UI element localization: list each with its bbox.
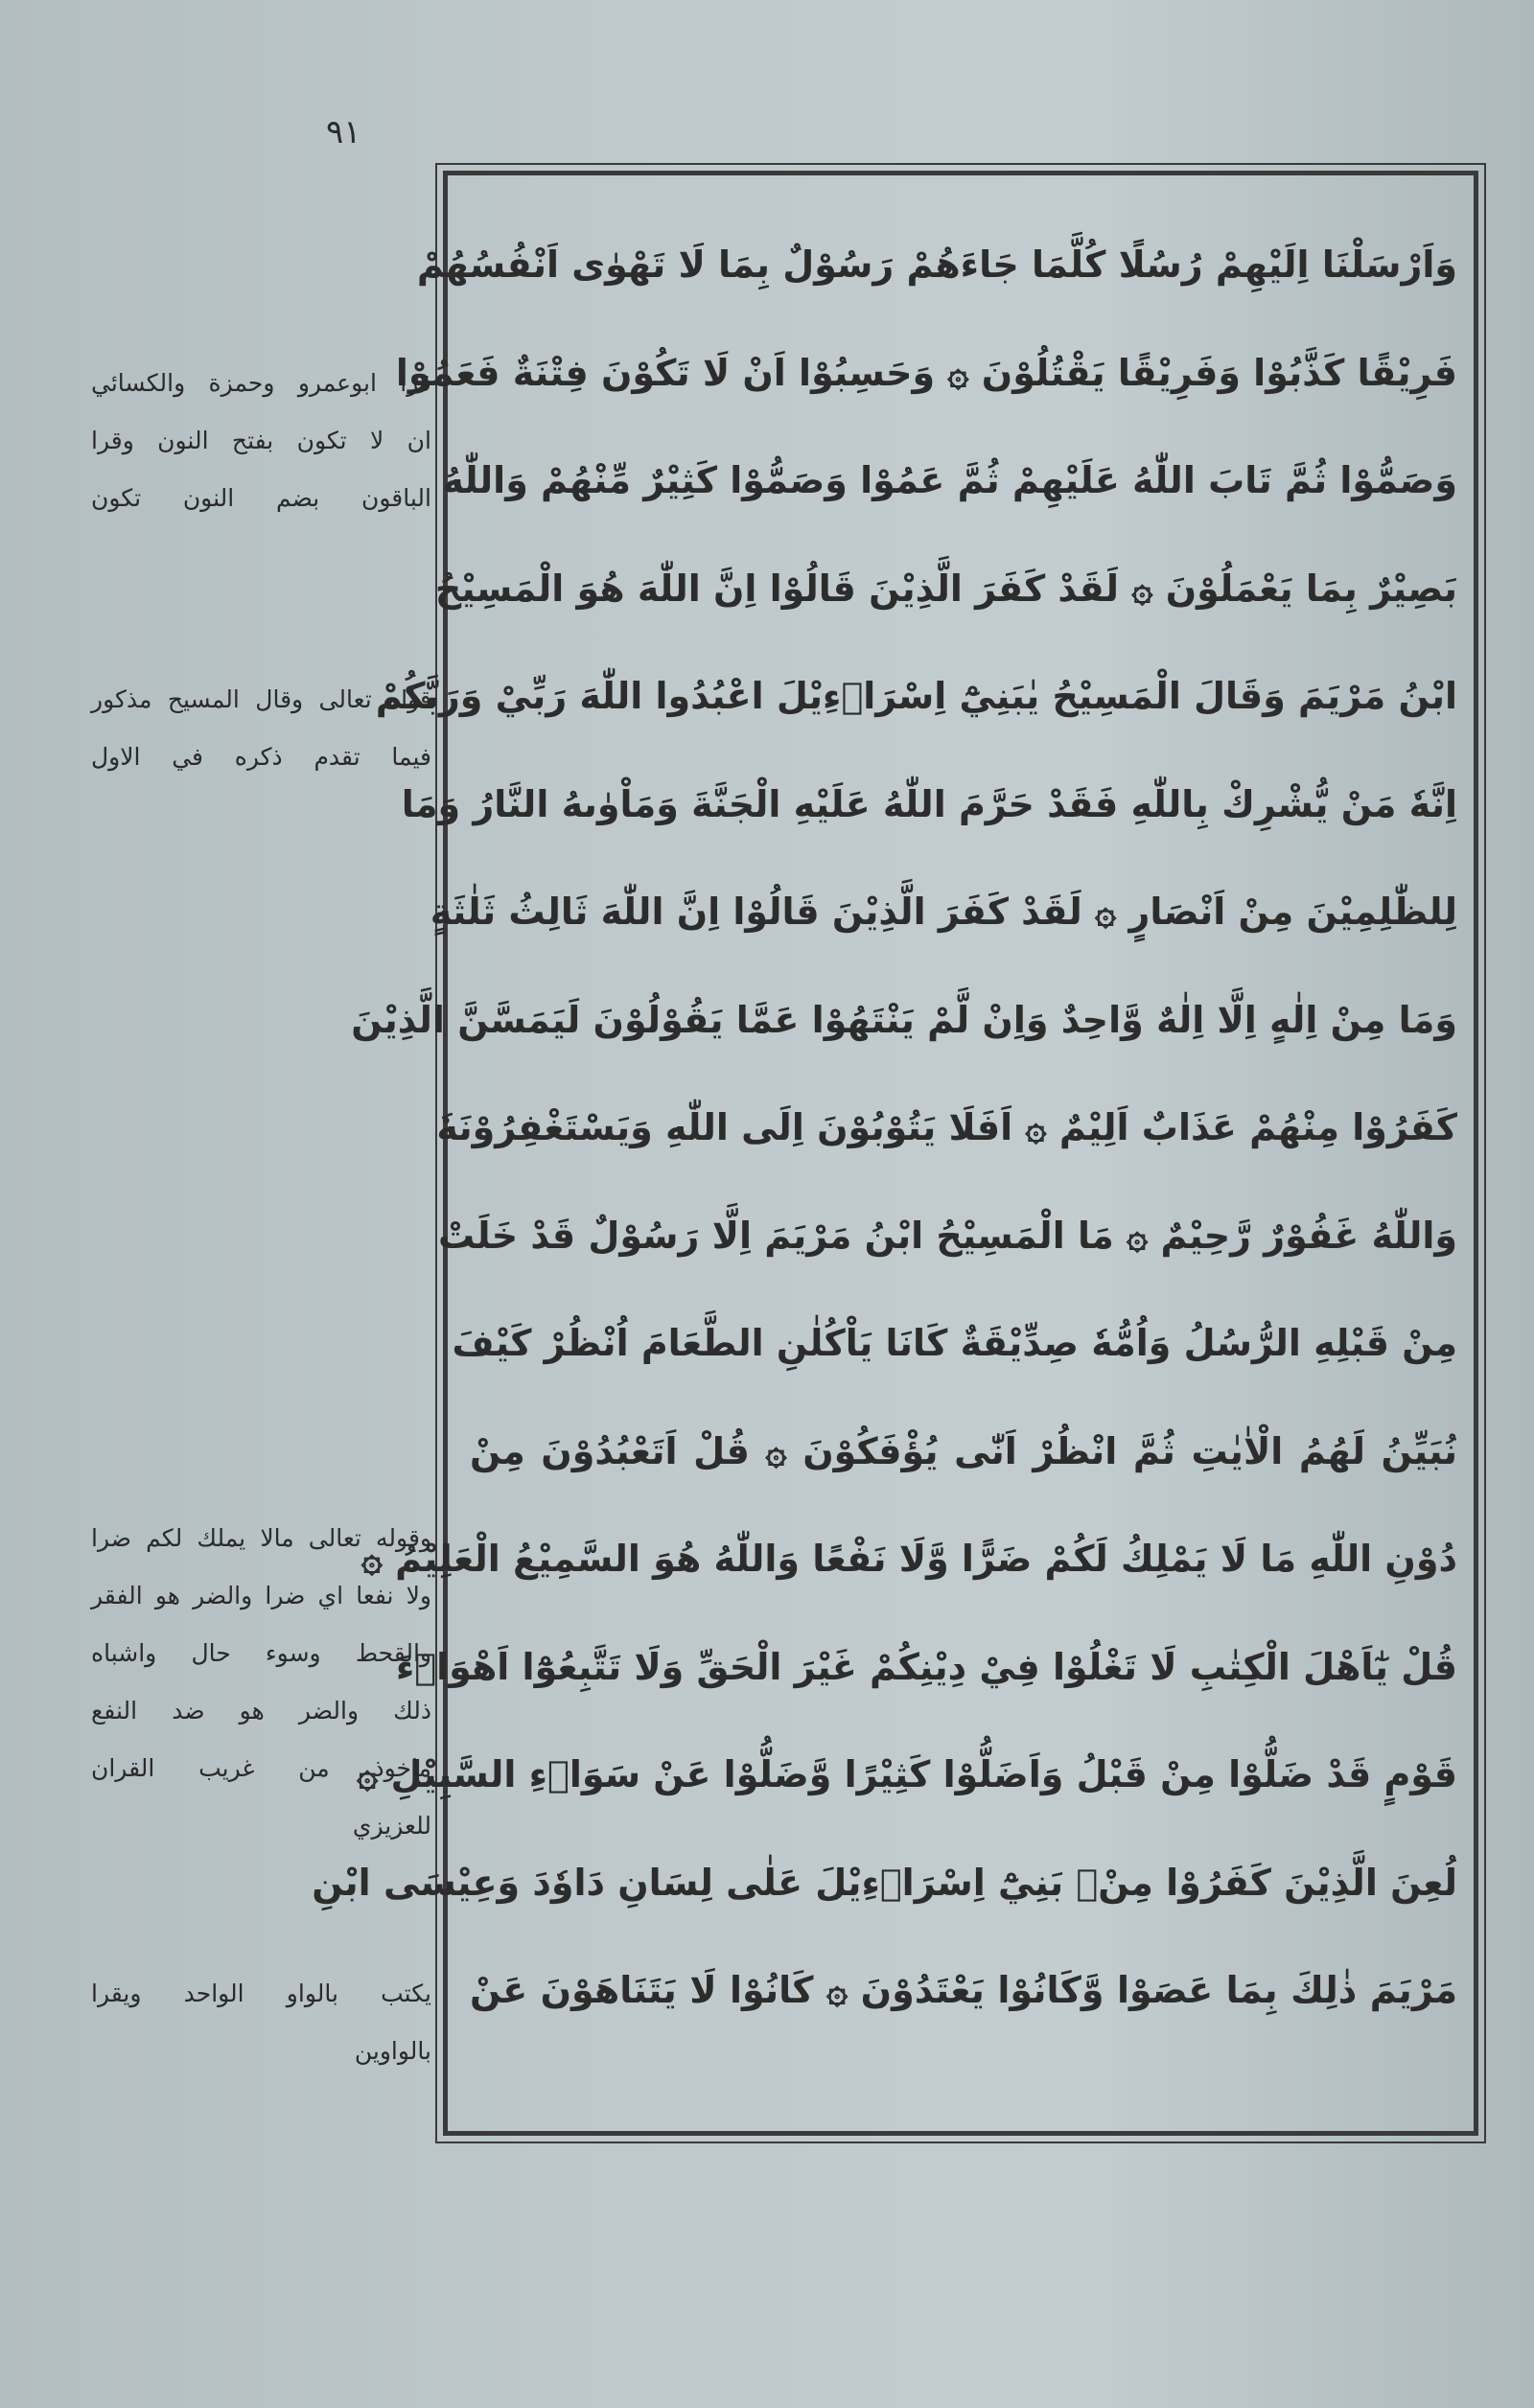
text-line: وَاَرْسَلْنَا اِلَيْهِمْ رُسُلًا كُلَّمَا جَاءَهُمْ رَسُوْلٌ بِمَا لَا تَهْوٰى اَنْفُسُهُمْ	[416, 243, 1457, 286]
text-line: وَاللّٰهُ غَفُوْرٌ رَّحِيْمٌ ۞ مَا الْمَسِيْحُ ابْنُ مَرْيَمَ اِلَّا رَسُوْلٌ قَدْ خَلَتْ	[437, 1214, 1457, 1257]
margin-note-harm	[91, 1510, 431, 1855]
margin-note-line: يكتب بالواو الواحد ويقرا	[91, 1980, 431, 2007]
margin-note-line: الباقون بضم النون تكون	[91, 484, 431, 512]
text-line: نُبَيِّنُ لَهُمُ الْاٰيٰتِ ثُمَّ انْظُرْ اَنّٰى يُؤْفَكُوْنَ ۞ قُلْ اَتَعْبُدُوْنَ مِنْ	[470, 1429, 1457, 1472]
text-line: قَوْمٍ قَدْ ضَلُّوْا مِنْ قَبْلُ وَاَضَلُّوْا كَثِيْرًا وَّضَلُّوْا عَنْ سَوَاۤءِ السَّبِيْلِ ۞	[356, 1753, 1457, 1795]
text-line: مِنْ قَبْلِهِ الرُّسُلُ وَاُمُّهٗ صِدِّيْقَةٌ كَانَا يَاْكُلٰنِ الطَّعَامَ اُنْظُرْ كَيْفَ	[452, 1322, 1457, 1364]
text-line: وَمَا مِنْ اِلٰهٍ اِلَّا اِلٰهٌ وَّاحِدٌ وَاِنْ لَّمْ يَنْتَهُوْا عَمَّا يَقُوْلُوْنَ لَيَمَسَّنَّ الَّذِيْنَ	[351, 998, 1457, 1041]
text-line: فَرِيْقًا كَذَّبُوْا وَفَرِيْقًا يَقْتُلُوْنَ ۞ وَحَسِبُوْا اَنْ لَا تَكُوْنَ فِتْنَةٌ فَعَمُوْا	[395, 351, 1457, 394]
margin-note-line: فيما تقدم ذكره في الاول	[91, 743, 431, 771]
text-line: لِلظّٰلِمِيْنَ مِنْ اَنْصَارٍ ۞ لَقَدْ كَفَرَ الَّذِيْنَ قَالُوْا اِنَّ اللّٰهَ ثَالِثُ ثَلٰثَةٍ	[430, 891, 1457, 933]
text-line: دُوْنِ اللّٰهِ مَا لَا يَمْلِكُ لَكُمْ ضَرًّا وَّلَا نَفْعًا وَاللّٰهُ هُوَ السَّمِيْعُ الْعَلِيْمُ ۞	[360, 1538, 1457, 1580]
margin-note-line: والقحط وسوء حال واشباه	[91, 1639, 431, 1667]
text-line: بَصِيْرٌ بِمَا يَعْمَلُوْنَ ۞ لَقَدْ كَفَرَ الَّذِيْنَ قَالُوْا اِنَّ اللّٰهَ هُوَ الْمَسِيْحُ	[434, 567, 1457, 610]
margin-note-line: قرا ابوعمرو وحمزة والكسائي	[91, 369, 431, 397]
margin-note-spelling	[91, 1965, 431, 2080]
margin-note-line: ذلك والضر هو ضد النفع	[91, 1697, 431, 1725]
margin-note-line: قوله تعالى وقال المسيح مذكور	[91, 685, 431, 713]
text-line: قُلْ يٰٓاَهْلَ الْكِتٰبِ لَا تَغْلُوْا فِيْ دِيْنِكُمْ غَيْرَ الْحَقِّ وَلَا تَتَّبِعُوْٓا اَهْوَاۤءَ	[395, 1645, 1457, 1688]
margin-note-line: ان لا تكون بفتح النون وقرا	[91, 427, 431, 454]
margin-note-line: ولا نفعا اي ضرا والضر هو الفقر	[91, 1582, 431, 1609]
margin-note-line: وقوله تعالى مالا يملك لكم ضرا	[91, 1524, 431, 1552]
text-line: كَفَرُوْا مِنْهُمْ عَذَابٌ اَلِيْمٌ ۞ اَفَلَا يَتُوْبُوْنَ اِلَى اللّٰهِ وَيَسْتَغْفِرُوْنَهٗ	[436, 1106, 1457, 1148]
margin-note-recitation	[91, 355, 431, 527]
margin-note-line: ماخوذ من غريب القران	[91, 1754, 431, 1782]
text-line: لُعِنَ الَّذِيْنَ كَفَرُوْا مِنْۢ بَنِيْٓ اِسْرَاۤءِيْلَ عَلٰى لِسَانِ دَاوٗدَ وَعِيْسَى ابْنِ	[312, 1861, 1457, 1904]
page-number: ٩١	[326, 113, 361, 151]
text-line: ابْنُ مَرْيَمَ وَقَالَ الْمَسِيْحُ يٰبَنِيْٓ اِسْرَاۤءِيْلَ اعْبُدُوا اللّٰهَ رَبِّيْ وَرَبَّكُمْ	[375, 675, 1457, 717]
margin-note-line: بالواوين	[354, 2037, 431, 2065]
text-line: مَرْيَمَ ذٰلِكَ بِمَا عَصَوْا وَّكَانُوْا يَعْتَدُوْنَ ۞ كَانُوْا لَا يَتَنَاهَوْنَ عَنْ	[470, 1969, 1457, 2011]
text-line: وَصَمُّوْا ثُمَّ تَابَ اللّٰهُ عَلَيْهِمْ ثُمَّ عَمُوْا وَصَمُّوْا كَثِيْرٌ مِّنْهُمْ وَاللّٰهُ	[442, 459, 1457, 501]
margin-note-messiah	[91, 671, 431, 786]
text-line: اِنَّهٗ مَنْ يُّشْرِكْ بِاللّٰهِ فَقَدْ حَرَّمَ اللّٰهُ عَلَيْهِ الْجَنَّةَ وَمَاْوٰىهُ النَّارُ وَمَا	[401, 782, 1457, 825]
margin-note-line: للعزيزي	[352, 1812, 431, 1840]
